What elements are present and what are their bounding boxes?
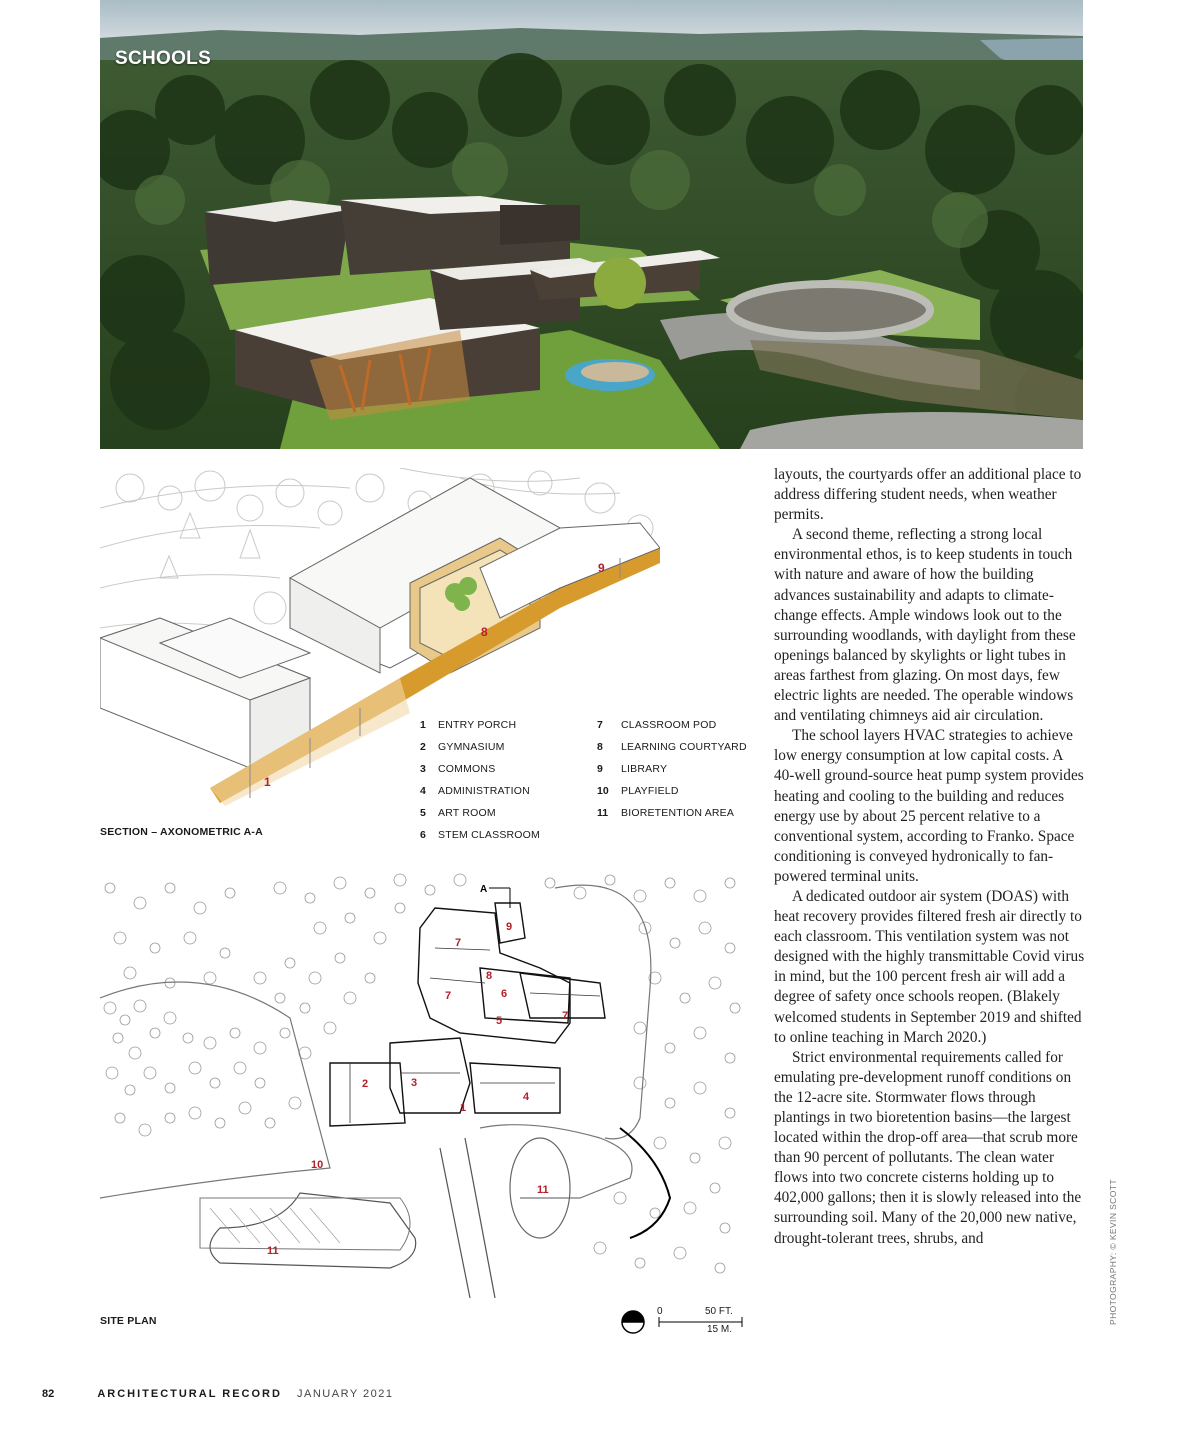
site-marker: 4: [523, 1091, 530, 1103]
site-marker: 5: [496, 1015, 503, 1027]
page-number: 82: [42, 1388, 55, 1400]
article-body: [774, 465, 1086, 1249]
axo-caption: SECTION – AXONOMETRIC A-A: [100, 826, 263, 838]
north-arrow-icon: [620, 1305, 660, 1337]
legend-item: 2 GYMNASIUM: [420, 741, 505, 753]
scale-bar: [620, 1305, 745, 1337]
site-marker: 8: [486, 970, 493, 982]
legend-item: 3 COMMONS: [420, 763, 496, 775]
legend-item: 4 ADMINISTRATION: [420, 785, 530, 797]
site-marker: 3: [411, 1077, 418, 1089]
section-cut-label: A: [480, 884, 488, 895]
legend-item: 11 BIORETENTION AREA: [597, 807, 735, 819]
magazine-name: ARCHITECTURAL RECORD: [97, 1388, 282, 1400]
legend-item: 6 STEM CLASSROOM: [420, 829, 540, 841]
site-marker: 7: [562, 1010, 569, 1022]
legend-item: 7 CLASSROOM POD: [597, 719, 717, 731]
issue-date: JANUARY 2021: [297, 1388, 394, 1400]
legend-item: 1 ENTRY PORCH: [420, 719, 517, 731]
scale-meters: 15 M.: [707, 1324, 733, 1335]
paragraph: layouts, the courtyards offer an additional place to address differing student needs, when weather permits.: [774, 466, 1082, 524]
paragraph: The school layers HVAC strategies to achieve low energy consumption at low capital costs. A 40-well ground-source heat pump system provides heating and cooling to the building and reduces energy use by about 25 percent relative to a conventional system, according to Franko. Space conditioning is conveyed hydronically to fan-powered terminal units.: [774, 727, 1084, 885]
legend-column-left: [420, 717, 540, 849]
scale-feet: 50 FT.: [705, 1306, 733, 1317]
legend-column-right: [597, 717, 747, 827]
legend-item: 9 LIBRARY: [597, 763, 668, 775]
legend-item: 8 LEARNING COURTYARD: [597, 741, 747, 753]
hero-photo: [100, 0, 1083, 449]
site-marker: 11: [267, 1245, 279, 1257]
axonometric-section-drawing: [100, 468, 660, 810]
site-marker: 6: [501, 988, 508, 1000]
page-footer: [42, 1388, 394, 1400]
site-plan-caption: SITE PLAN: [100, 1315, 157, 1327]
axo-marker: 9: [598, 561, 605, 575]
paragraph: Strict environmental requirements called for emulating pre-development runoff conditions on the 12-acre site. Stormwater flows through plantings in two bioretention basins—the largest located within the drop-off area—that scrub more than 90 percent of pollutants. The clean water flows into two concrete cisterns holding up to 402,000 gallons; then it is slowly released into the surrounding soil. Many of the 20,000 new native, drought-tolerant trees, shrubs, and: [774, 1048, 1082, 1247]
legend-item: 10 PLAYFIELD: [597, 785, 679, 797]
legend-item: 5 ART ROOM: [420, 807, 496, 819]
site-marker: 7: [445, 990, 452, 1002]
site-marker: 1: [460, 1102, 467, 1114]
site-marker: 2: [362, 1078, 369, 1090]
paragraph: A dedicated outdoor air system (DOAS) with heat recovery provides filtered fresh air directly to each classroom. This ventilation system was not designed with the highly transmittable Covid virus in mind, but the 100 percent fresh air will add a degree of safety once schools reopen. (Blakely welcomed students in September 2019 and shifted to online teaching in March 2020.): [774, 887, 1085, 1046]
paragraph: A second theme, reflecting a strong local environmental ethos, is to keep students in touch with nature and aware of how the building advances sustainability and adapts to climate-change effects. Ample windows look out to the surrounding woodlands, with daylight from these openings balanced by skylights or light tubes in areas farthest from glazing. On most days, few electric lights are needed. The operable windows and ventilating chimneys aid air circulation.: [774, 526, 1076, 725]
site-marker: 9: [506, 921, 513, 933]
site-marker: 10: [311, 1159, 324, 1171]
photo-credit: PHOTOGRAPHY: © KEVIN SCOTT: [1108, 1179, 1118, 1325]
axo-marker: 8: [481, 625, 488, 639]
aerial-school-image: [100, 0, 1083, 449]
section-tag: SCHOOLS: [115, 48, 212, 69]
scale-zero: 0: [657, 1306, 663, 1317]
axo-marker: 1: [264, 775, 271, 789]
site-plan-drawing: [100, 868, 742, 1298]
site-marker: 7: [455, 937, 462, 949]
site-marker: 11: [537, 1184, 549, 1196]
